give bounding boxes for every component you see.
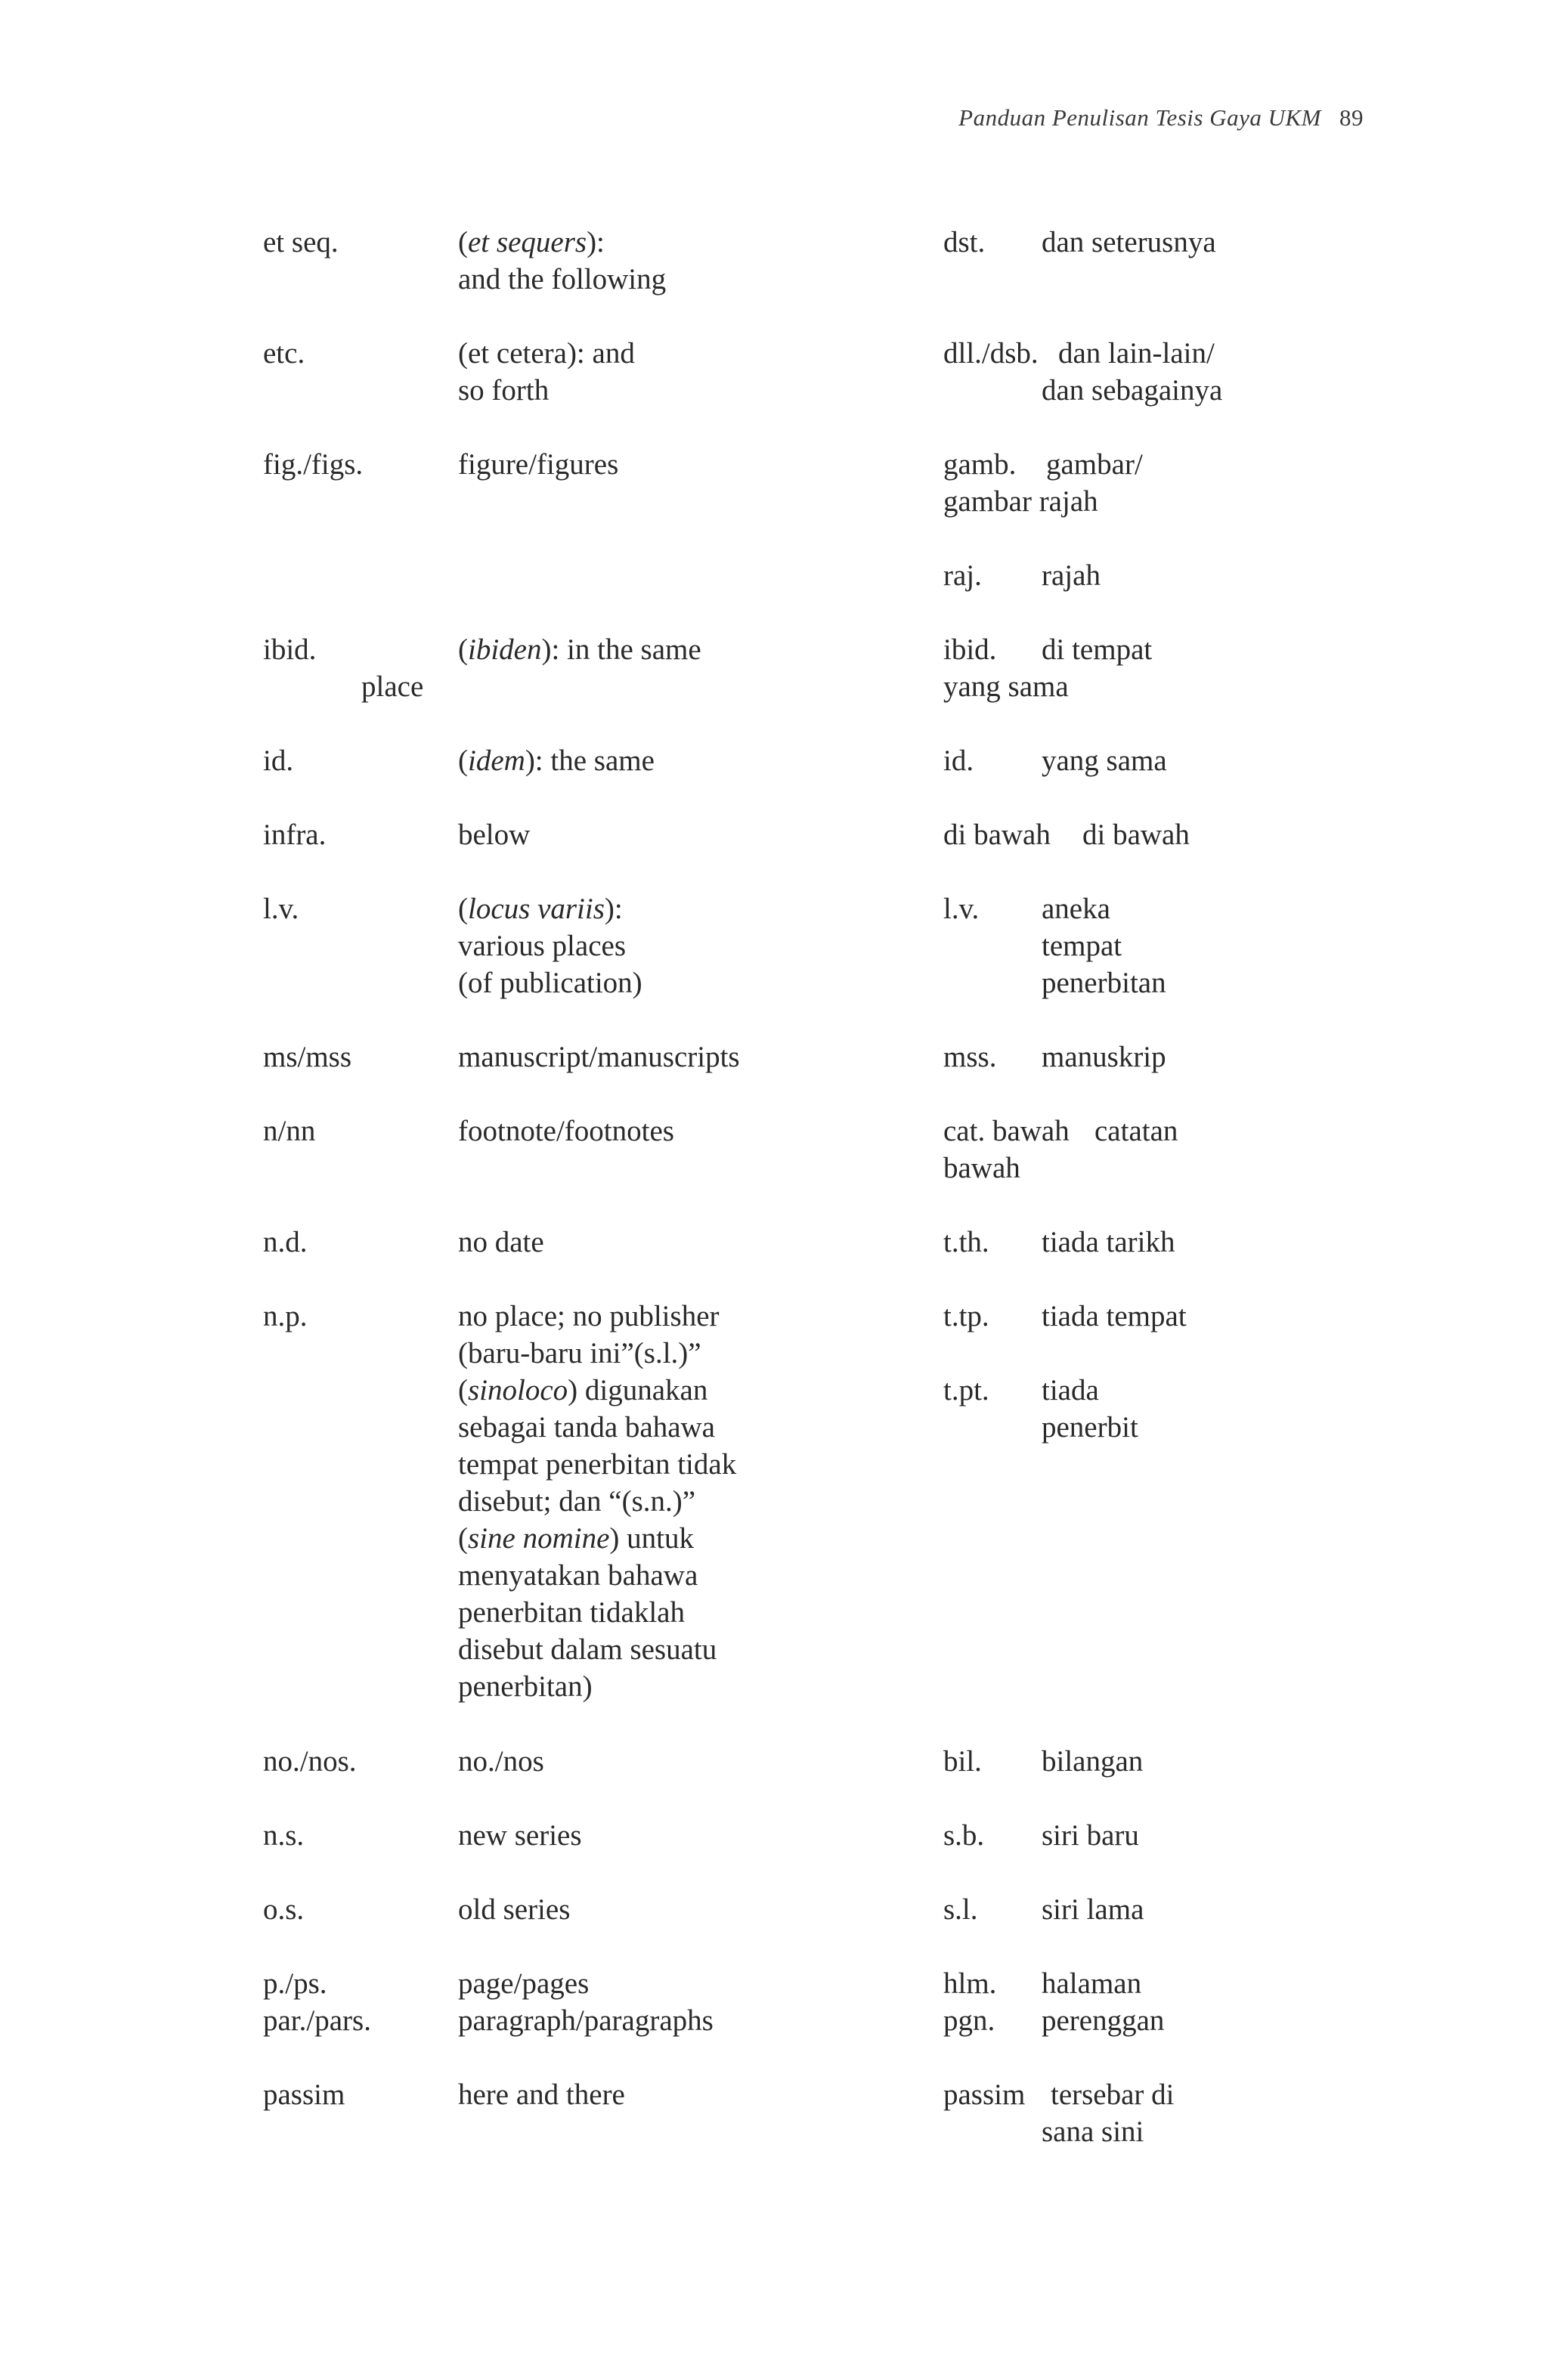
malay-abbreviation: passim: [943, 2078, 1026, 2111]
abbreviation-p: p./ps.: [263, 1967, 327, 2000]
malay-abbreviation: cat. bawah: [943, 1115, 1070, 1147]
malay-expansion: dan lain-lain/: [1058, 337, 1215, 370]
english-meaning-lv: (locus variis):: [458, 893, 623, 925]
malay-abbreviation: raj.: [943, 559, 982, 592]
malay-expansion-line: dan sebagainya: [1042, 374, 1223, 407]
english-meaning-line: sebagai tanda bahawa: [458, 1411, 715, 1444]
malay-expansion: tiada tarikh: [1042, 1226, 1175, 1258]
english-meaning-wrap: place: [361, 670, 424, 703]
malay-abbreviation: gamb.: [943, 448, 1017, 481]
malay-expansion: gambar/: [1046, 448, 1143, 481]
english-meaning-ms: manuscript/manuscripts: [458, 1041, 740, 1073]
malay-abbreviation: id.: [943, 744, 974, 777]
latin-term: idem: [468, 744, 525, 777]
malay-abbreviation: mss.: [943, 1041, 997, 1073]
abbreviation-infra: infra.: [263, 819, 327, 851]
malay-expansion: di tempat: [1042, 633, 1153, 666]
abbreviation-n: n/nn: [263, 1115, 316, 1147]
english-meaning-line: penerbitan tidaklah: [458, 1596, 685, 1629]
abbreviation-par: par./pars.: [263, 2004, 371, 2037]
abbreviation-os: o.s.: [263, 1893, 305, 1926]
abbreviation-nd: n.d.: [263, 1226, 308, 1258]
english-meaning-ns: new series: [458, 1819, 582, 1852]
english-meaning-line: (sinoloco) digunakan: [458, 1374, 708, 1407]
malay-expansion: tiada: [1042, 1374, 1099, 1407]
english-meaning-line: and the following: [458, 263, 667, 296]
english-meaning-line: menyatakan bahawa: [458, 1559, 698, 1592]
malay-expansion: yang sama: [1042, 744, 1167, 777]
malay-expansion: aneka: [1042, 893, 1110, 925]
english-meaning-passim: here and there: [458, 2078, 625, 2111]
malay-expansion-line: yang sama: [943, 670, 1069, 703]
abbreviation-et-seq: et seq.: [263, 226, 339, 258]
malay-expansion: siri baru: [1042, 1819, 1139, 1852]
malay-abbreviation: dst.: [943, 226, 986, 258]
english-meaning-line: various places: [458, 930, 627, 962]
malay-expansion: halaman: [1042, 1967, 1142, 2000]
latin-term: ibiden: [468, 633, 542, 666]
malay-abbreviation: s.l.: [943, 1893, 978, 1926]
english-meaning-infra: below: [458, 819, 531, 851]
malay-abbreviation: di bawah: [943, 819, 1051, 851]
english-meaning-p: page/pages: [458, 1967, 590, 2000]
malay-abbreviation: dll./dsb.: [943, 337, 1039, 370]
english-meaning-line: (sine nomine) untuk: [458, 1522, 694, 1555]
english-meaning-par: paragraph/paragraphs: [458, 2004, 714, 2037]
malay-expansion: rajah: [1042, 559, 1101, 592]
abbreviation-ns: n.s.: [263, 1819, 305, 1852]
malay-expansion-line: tempat: [1042, 930, 1122, 962]
malay-expansion: bilangan: [1042, 1745, 1144, 1778]
malay-abbreviation: ibid.: [943, 633, 997, 666]
abbreviation-ibid: ibid.: [263, 633, 317, 666]
english-meaning-no: no./nos: [458, 1745, 544, 1778]
latin-term: sine nomine: [468, 1522, 610, 1555]
malay-expansion: perenggan: [1042, 2004, 1165, 2037]
malay-expansion-line: bawah: [943, 1152, 1020, 1184]
running-header-title: Panduan Penulisan Tesis Gaya UKM: [958, 104, 1321, 131]
english-meaning-line: penerbitan): [458, 1670, 593, 1703]
malay-expansion: tersebar di: [1051, 2078, 1175, 2111]
english-meaning-id: (idem): the same: [458, 744, 655, 777]
malay-abbreviation: t.pt.: [943, 1374, 989, 1407]
english-meaning-line: so forth: [458, 374, 550, 407]
malay-expansion: siri lama: [1042, 1893, 1144, 1926]
abbreviation-np: n.p.: [263, 1300, 308, 1332]
malay-abbreviation: bil.: [943, 1745, 982, 1778]
english-meaning-etc: (et cetera): and: [458, 337, 635, 370]
english-meaning-line: (baru-baru ini”(s.l.)”: [458, 1337, 701, 1370]
abbreviation-fig: fig./figs.: [263, 448, 364, 481]
malay-abbreviation: t.tp.: [943, 1300, 989, 1332]
latin-term: et sequers: [468, 226, 587, 258]
malay-abbreviation: t.th.: [943, 1226, 989, 1258]
latin-term: locus variis: [468, 893, 605, 925]
english-meaning-et-seq: (et sequers):: [458, 226, 605, 258]
malay-expansion: catatan: [1094, 1115, 1178, 1147]
abbreviation-etc: etc.: [263, 337, 305, 370]
malay-expansion-line: penerbitan: [1042, 967, 1166, 999]
english-meaning-line: disebut dalam sesuatu: [458, 1633, 717, 1666]
malay-expansion-line: sana sini: [1042, 2115, 1144, 2148]
abbreviation-ms: ms/mss: [263, 1041, 352, 1073]
abbreviation-passim: passim: [263, 2078, 345, 2111]
malay-abbreviation: pgn.: [943, 2004, 995, 2037]
malay-expansion-line: penerbit: [1042, 1411, 1138, 1444]
abbreviation-lv: l.v.: [263, 893, 299, 925]
english-meaning-nd: no date: [458, 1226, 544, 1258]
english-meaning-np: no place; no publisher: [458, 1300, 720, 1332]
running-header: [958, 104, 1364, 132]
malay-expansion-line: gambar rajah: [943, 485, 1098, 518]
malay-expansion: dan seterusnya: [1042, 226, 1216, 258]
abbreviation-no: no./nos.: [263, 1745, 357, 1778]
latin-term: sinoloco: [468, 1374, 568, 1407]
malay-expansion: di bawah: [1082, 819, 1190, 851]
english-meaning-line: disebut; dan “(s.n.)”: [458, 1485, 696, 1518]
english-meaning-ibid: (ibiden): in the same: [458, 633, 701, 666]
page-number: 89: [1339, 104, 1364, 131]
english-meaning-os: old series: [458, 1893, 571, 1926]
english-meaning-n: footnote/footnotes: [458, 1115, 674, 1147]
malay-abbreviation: hlm.: [943, 1967, 997, 2000]
malay-expansion: tiada tempat: [1042, 1300, 1187, 1332]
malay-expansion: manuskrip: [1042, 1041, 1166, 1073]
english-meaning-fig: figure/figures: [458, 448, 619, 481]
english-meaning-line: (of publication): [458, 967, 642, 999]
malay-abbreviation: s.b.: [943, 1819, 985, 1852]
english-meaning-line: tempat penerbitan tidak: [458, 1448, 737, 1481]
abbreviation-id: id.: [263, 744, 294, 777]
malay-abbreviation: l.v.: [943, 893, 980, 925]
